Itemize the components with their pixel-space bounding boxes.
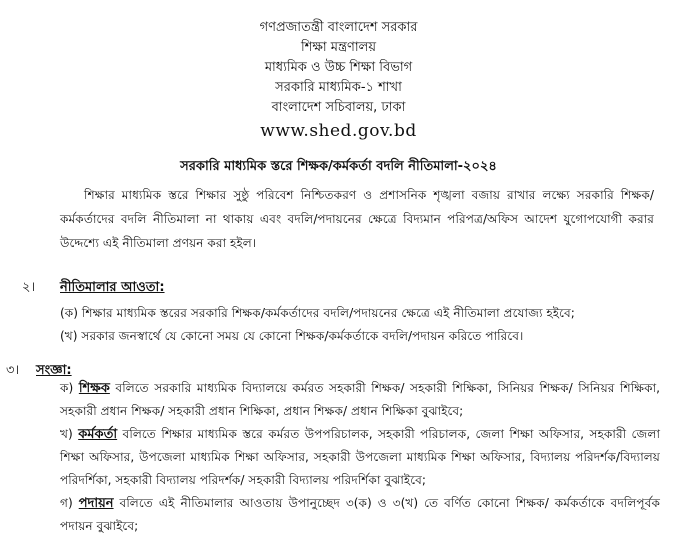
definition-officer-term: কর্মকর্তা: [78, 427, 118, 442]
definition-posting-text: বলিতে এই নীতিমালার আওতায় উপানুচ্ছেদ ৩(ক) ও ৩(খ) তে বর্ণিত কোনো শিক্ষক/ কর্মকর্তাকে বদলিপূর্বক পদায়ন বুঝাইবে;: [60, 496, 660, 533]
definition-officer-prefix: খ): [60, 427, 73, 441]
intro-text: শিক্ষার মাধ্যমিক স্তরে শিক্ষার সুষ্ঠু পরিবেশ নিশ্চিতকরণ ও প্রশাসনিক শৃঙ্খলা বজায় রাখার লক্ষ্যে সরকারি শিক্ষক/কর্মকর্তাদের বদলি নীতিমালা না থাকায় এবং বদলি/পদায়নের ক্ষেত্রে বিদ্যমান পরিপত্র/অফিস আদেশ যুগোপযোগী করার উদ্দেশ্যে এই নীতিমালা প্রণয়ন করা হইল।: [60, 188, 654, 250]
definition-teacher-term: শিক্ষক: [78, 381, 110, 396]
section-2-heading: নীতিমালার আওতা:: [60, 280, 165, 295]
section-2-items: [60, 302, 575, 348]
letterhead: [0, 18, 677, 142]
header-line-government: গণপ্রজাতন্ত্রী বাংলাদেশ সরকার: [259, 20, 418, 35]
header-website: www.shed.gov.bd: [260, 121, 417, 141]
definition-officer: [60, 423, 660, 492]
header-line-address: বাংলাদেশ সচিবালয়, ঢাকা: [271, 100, 406, 115]
definition-posting: [60, 492, 660, 538]
intro-paragraph: [60, 183, 654, 255]
definition-teacher-prefix: ক): [60, 381, 74, 395]
header-line-ministry: শিক্ষা মন্ত্রণালয়: [300, 40, 377, 55]
section-2-number: ২।: [22, 280, 36, 295]
definition-posting-prefix: গ): [60, 496, 73, 510]
header-line-division: মাধ্যমিক ও উচ্চ শিক্ষা বিভাগ: [264, 60, 413, 75]
section-2-item-kha: (খ) সরকার জনস্বার্থে যে কোনো সময় যে কোনো শিক্ষক/কর্মকর্তাকে বদলি/পদায়ন করিতে পারিবে।: [60, 329, 524, 343]
definition-teacher: [60, 377, 660, 423]
definition-posting-term: পদায়ন: [78, 496, 114, 511]
section-3-number: ৩।: [6, 363, 20, 378]
header-line-branch: সরকারি মাধ্যমিক-১ শাখা: [275, 80, 402, 95]
section-3-heading: সংজ্ঞা:: [36, 363, 72, 378]
definition-teacher-text: বলিতে সরকারি মাধ্যমিক বিদ্যালয়ে কর্মরত সহকারী শিক্ষক/ সহকারী শিক্ষিকা, সিনিয়র শিক্ষক/ সিনিয়র শিক্ষিকা, সহকারী প্রধান শিক্ষক/ সহকারী প্রধান শিক্ষিকা, প্রধান শিক্ষক/ প্রধান শিক্ষিকা বুঝাইবে;: [60, 381, 660, 418]
document-title: সরকারি মাধ্যমিক স্তরে শিক্ষক/কর্মকর্তা বদলি নীতিমালা-২০২৪: [180, 159, 497, 174]
section-2-item-ka: (ক) শিক্ষার মাধ্যমিক স্তরের সরকারি শিক্ষক/কর্মকর্তাদের বদলি/পদায়নের ক্ষেত্রে এই নীতিমালা প্রযোজ্য হইবে;: [60, 306, 575, 320]
definition-officer-text: বলিতে শিক্ষার মাধ্যমিক স্তরে কর্মরত উপপরিচালক, সহকারী পরিচালক, জেলা শিক্ষা অফিসার, সহকারী জেলা শিক্ষা অফিসার, উপজেলা মাধ্যমিক শিক্ষা অফিসার, সহকারী উপজেলা মাধ্যমিক শিক্ষা অফিসার, বিদ্যালয় পরিদর্শক/বিদ্যালয় পরিদর্শিকা, সহকারী বিদ্যালয় পরিদর্শক/ সহকারী বিদ্যালয় পরিদর্শিকা বুঝাইবে;: [60, 427, 661, 487]
